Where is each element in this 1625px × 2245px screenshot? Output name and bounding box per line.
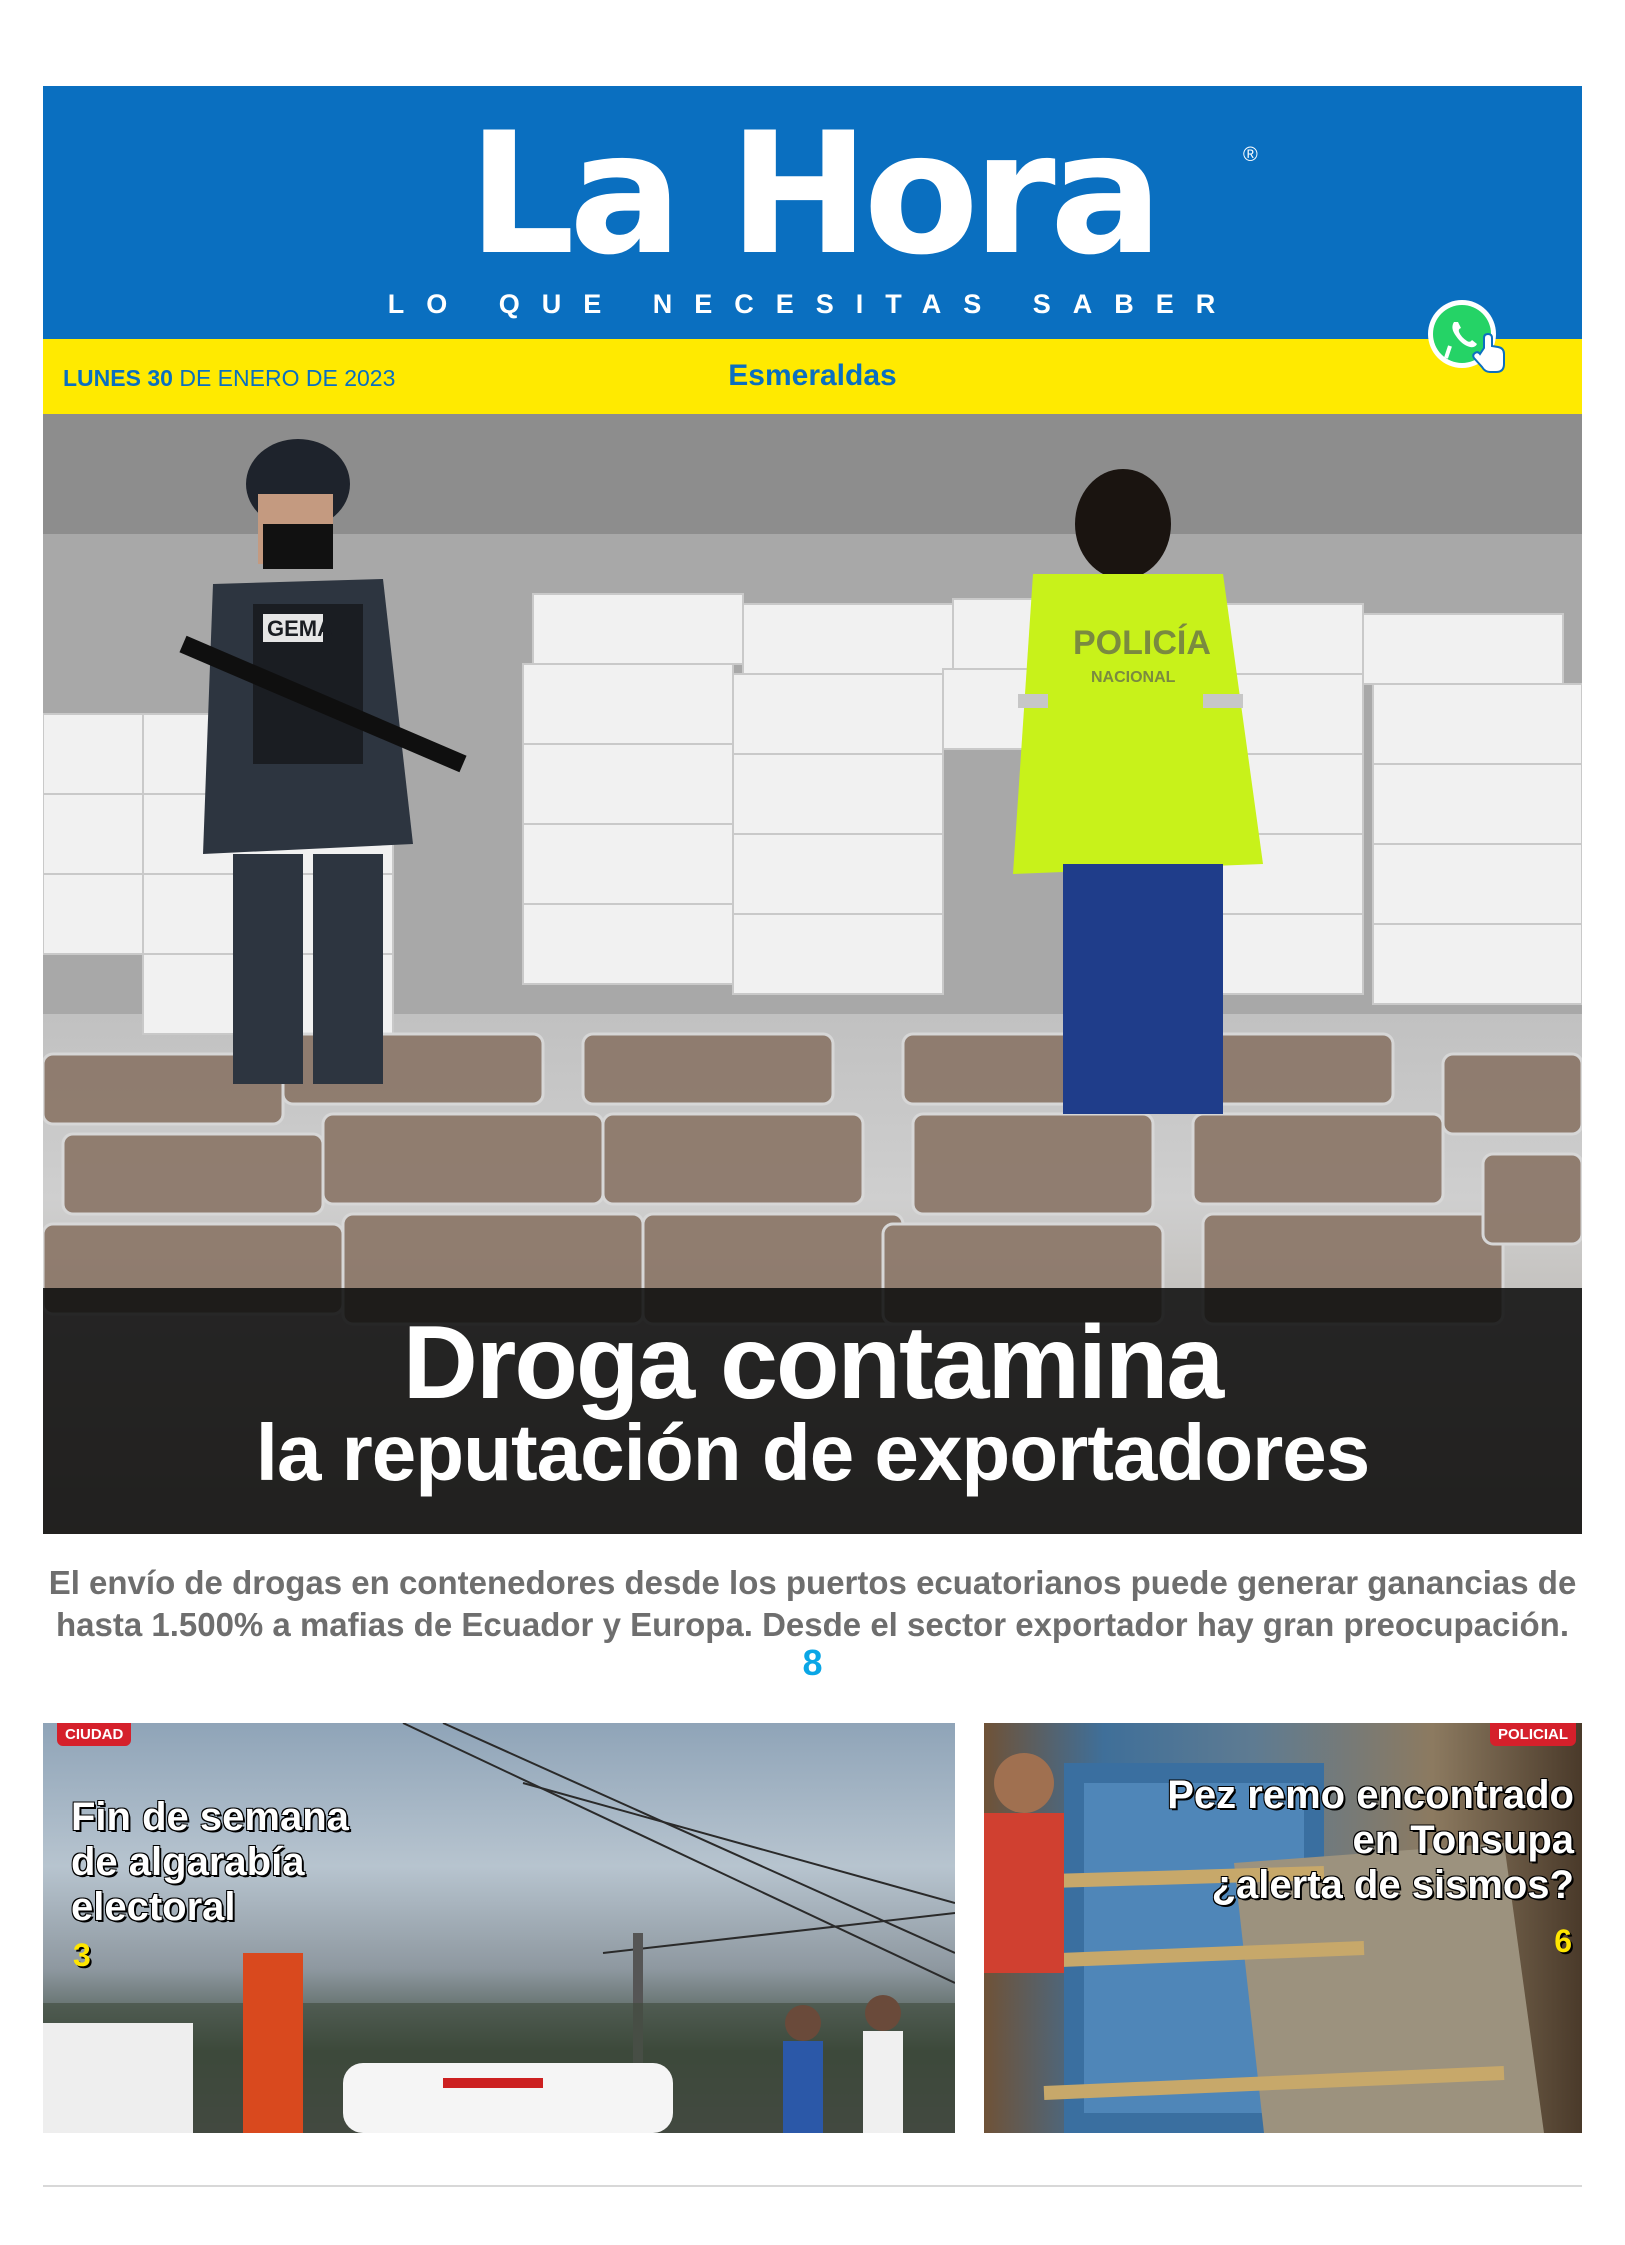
whatsapp-icon[interactable] — [1424, 296, 1512, 384]
tagline: LO QUE NECESITAS SABER — [387, 289, 1238, 319]
story-title-line: en Tonsupa — [1352, 1818, 1574, 1862]
story-page-number: 3 — [73, 1937, 91, 1973]
lead-summary: El envío de drogas en contenedores desde los puertos ecuatorianos puede generar ganancias de hasta 1.500% a mafias de Ecuador y Europa. Desde el sector exportador hay gran preocupación. — [48, 1564, 1577, 1643]
story-police[interactable] — [984, 1723, 1582, 2133]
story-title-line: de algarabía — [71, 1840, 305, 1884]
story-page-number: 6 — [1554, 1923, 1572, 1959]
headline-line-1: Droga contamina — [402, 1305, 1223, 1421]
edition-name: Esmeraldas — [728, 359, 897, 392]
story-title-line: electoral — [71, 1885, 236, 1929]
police-sub-label: NACIONAL — [1091, 669, 1176, 686]
section-tag: POLICIAL — [1490, 1723, 1576, 1746]
story-title-line: Fin de semana — [71, 1795, 349, 1839]
date-bar — [43, 339, 1582, 414]
police-label: POLICÍA — [1073, 624, 1211, 662]
story-title — [71, 1795, 431, 1930]
masthead — [43, 86, 1582, 339]
issue-weekday-day: LUNES 30 — [63, 365, 173, 391]
issue-month-year: DE ENERO DE 2023 — [179, 365, 396, 391]
bottom-divider — [43, 2185, 1582, 2187]
headline-line-2: la reputación de exportadores — [255, 1408, 1370, 1497]
gema-label: GEMA — [267, 616, 333, 641]
story-city[interactable] — [43, 1723, 955, 2133]
registered-mark: ® — [1243, 144, 1258, 166]
headline-box — [43, 1288, 1582, 1534]
story-title-line: Pez remo encontrado — [1167, 1773, 1574, 1817]
story-title-line: ¿alerta de sismos? — [1211, 1863, 1574, 1907]
section-tag: CIUDAD — [57, 1723, 131, 1746]
newspaper-logo: La Hora — [467, 96, 1158, 292]
story-title — [1134, 1773, 1574, 1908]
lead-page-number: 8 — [802, 1642, 823, 1683]
